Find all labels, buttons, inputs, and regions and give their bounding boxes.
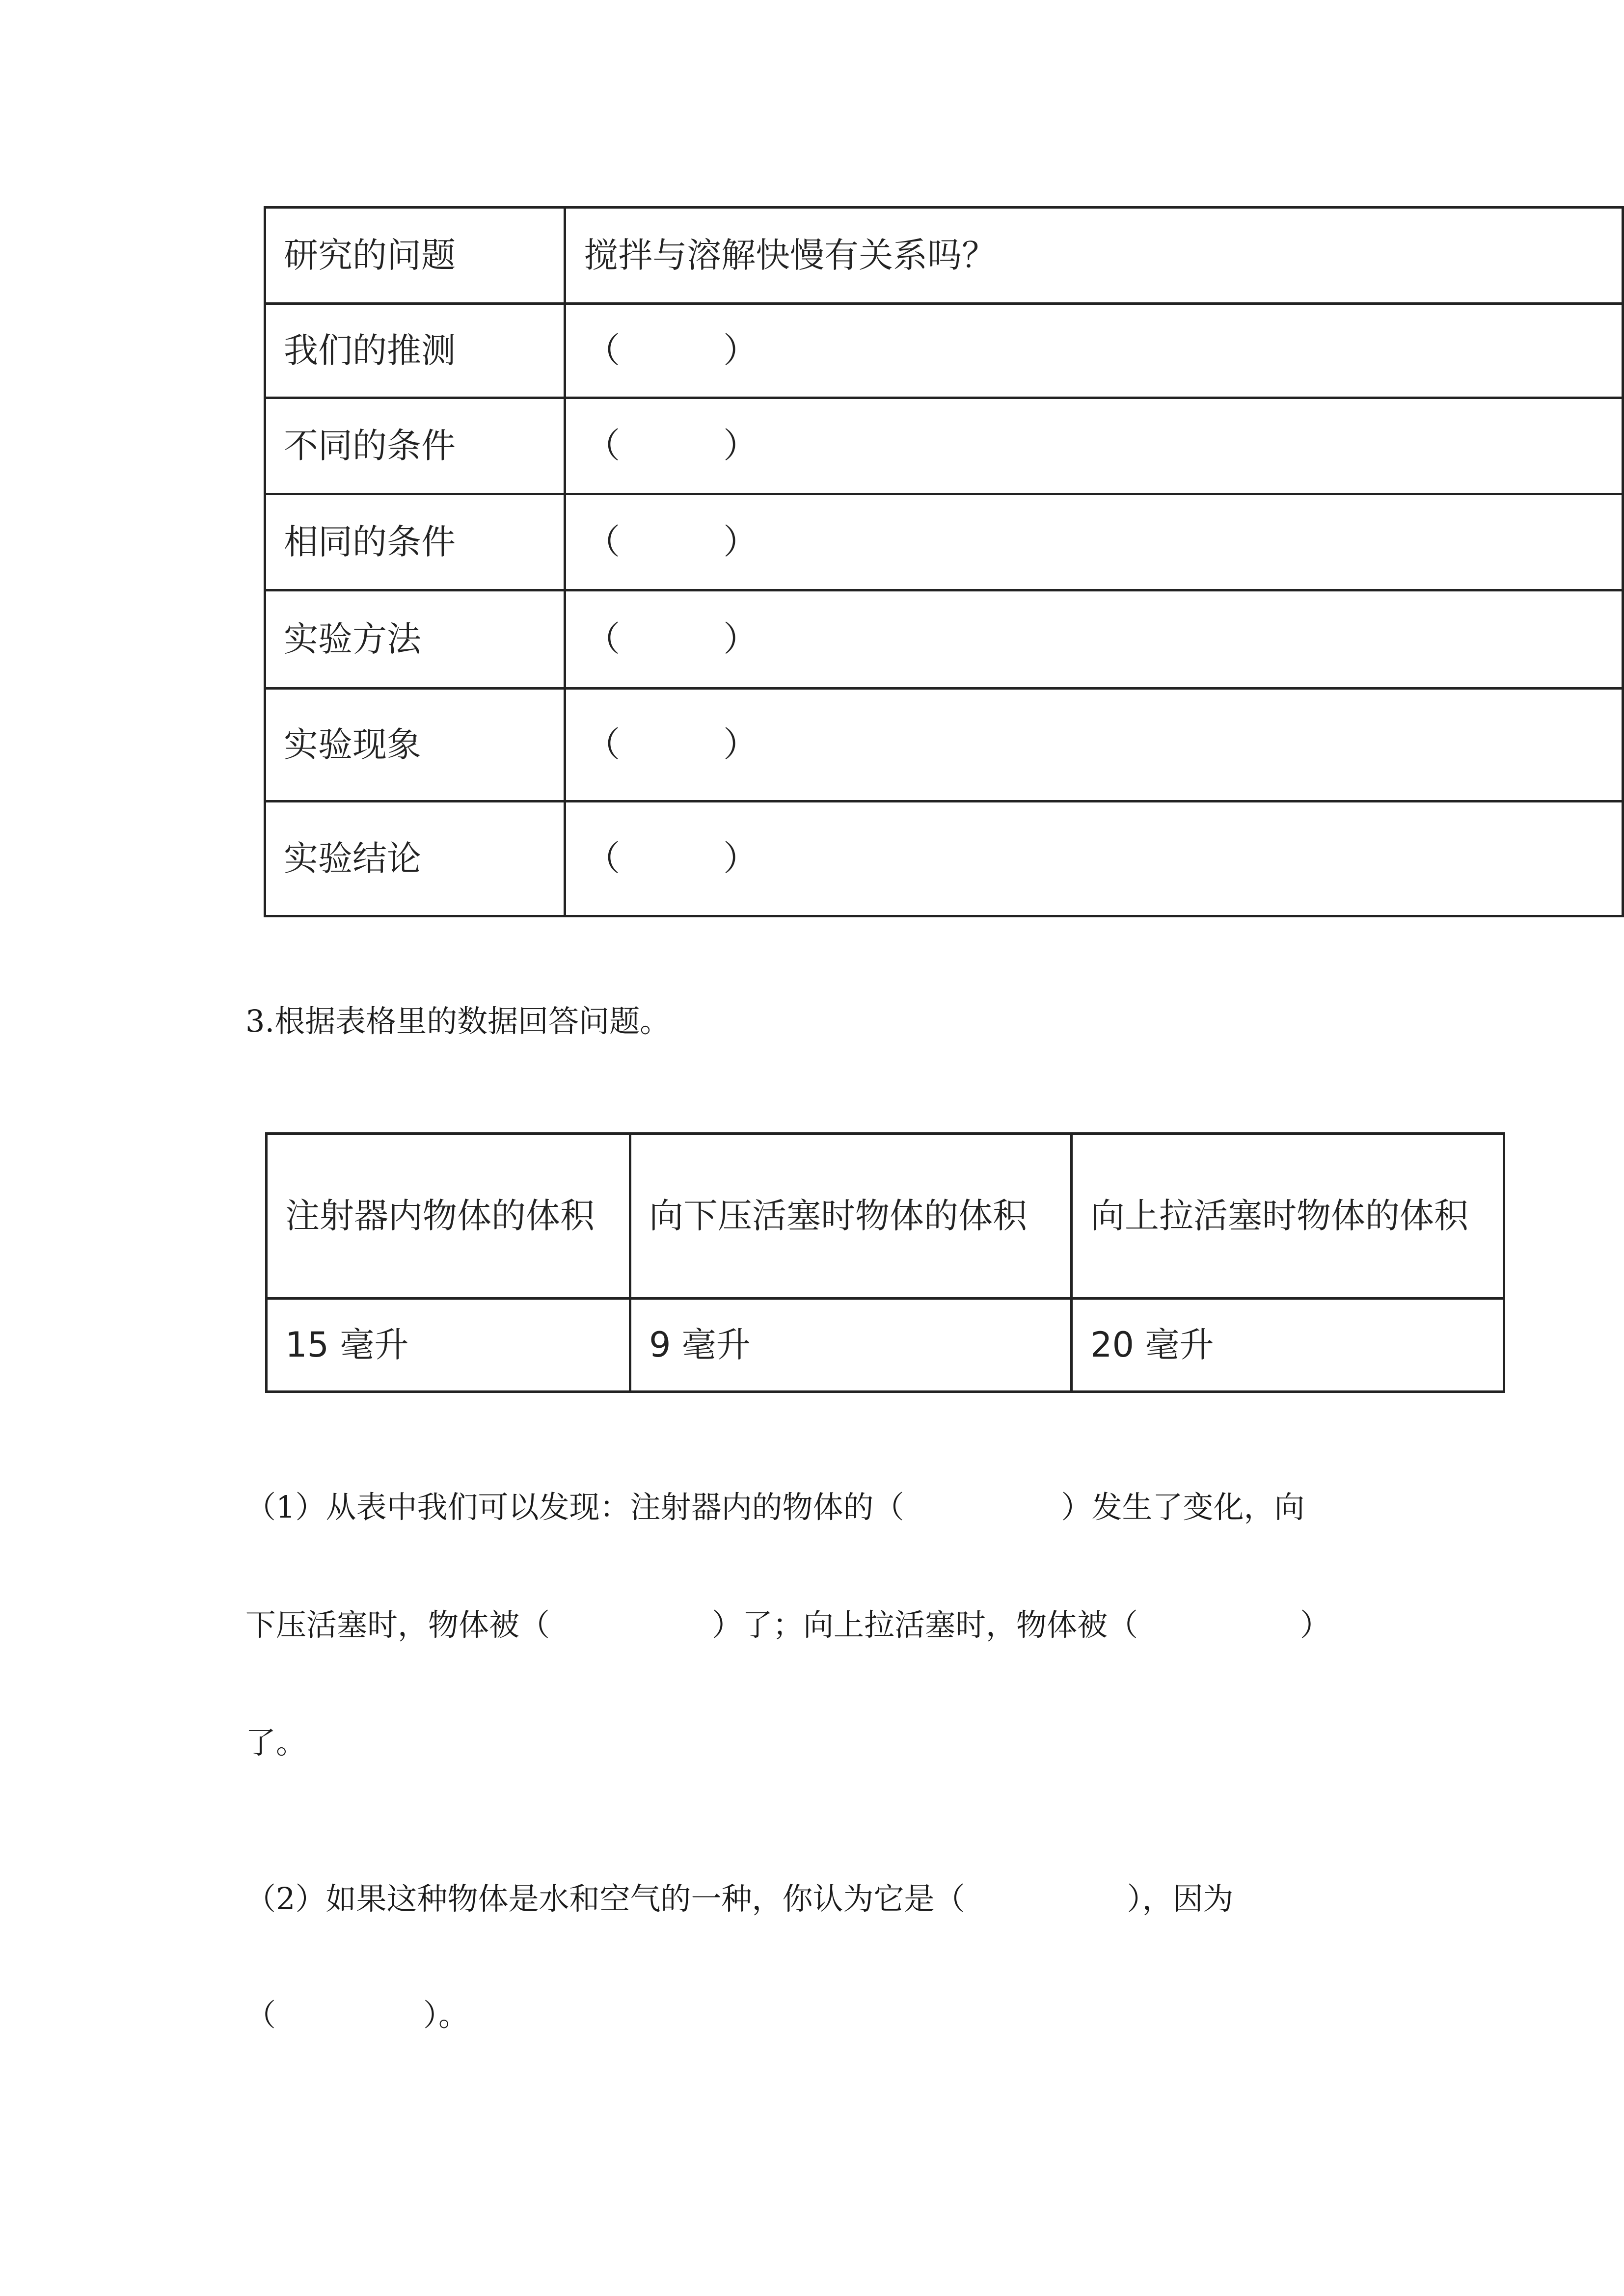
column-header: 向下压活塞时物体的体积 [630,1134,1072,1299]
answer-blank[interactable]: （ ） [565,398,1623,494]
row-value: 搅拌与溶解快慢有关系吗？ [565,208,1623,304]
table-header-row [267,1134,1504,1299]
row-label: 实验方法 [265,590,565,689]
row-label: 实验现象 [265,689,565,801]
sub-question-2-line-2 [245,1997,469,2033]
row-label: 研究的问题 [265,208,565,304]
sub-question-1-line-2 [245,1607,1331,1643]
row-label: 不同的条件 [265,398,565,494]
experiment-table [264,206,1624,917]
row-label: 相同的条件 [265,494,565,590]
table-row [265,304,1623,398]
volume-table [265,1132,1505,1393]
table-row [267,1299,1504,1392]
text: ）发生了变化，向 [1061,1489,1305,1525]
column-header: 注射器内物体的体积 [267,1134,630,1299]
text: （2）如果这种物体是水和空气的一种，你认为它是（ [245,1881,965,1917]
column-header: 向上拉活塞时物体的体积 [1072,1134,1504,1299]
table-row [265,398,1623,494]
sub-question-2-line-1 [245,1881,1234,1917]
answer-blank[interactable]: （ ） [565,590,1623,689]
table-row [265,590,1623,689]
text: ） [1300,1607,1331,1643]
text: 下压活塞时，物体被（ [245,1607,550,1643]
answer-blank[interactable]: （ ） [565,689,1623,801]
row-label: 我们的推测 [265,304,565,398]
answer-blank[interactable]: （ ） [565,801,1623,916]
sub-question-1-line-3: 了。 [245,1725,307,1761]
table-cell: 15 毫升 [267,1299,630,1392]
answer-blank[interactable]: （ ） [565,494,1623,590]
text: ）了；向上拉活塞时，物体被（ [712,1607,1138,1643]
table-row [265,801,1623,916]
text: （ [245,1997,276,2033]
table-row [265,689,1623,801]
sub-question-1-line-1 [245,1489,1305,1525]
row-label: 实验结论 [265,801,565,916]
table-row [265,208,1623,304]
answer-blank[interactable]: （ ） [565,304,1623,398]
text: ），因为 [1127,1881,1234,1917]
table-row [265,494,1623,590]
table-cell: 9 毫升 [630,1299,1072,1392]
text: （1）从表中我们可以发现：注射器内的物体的（ [245,1489,904,1525]
table-cell: 20 毫升 [1072,1299,1504,1392]
question-3-title: 3.根据表格里的数据回答问题。 [245,1003,671,1039]
text: ）。 [423,1997,469,2033]
